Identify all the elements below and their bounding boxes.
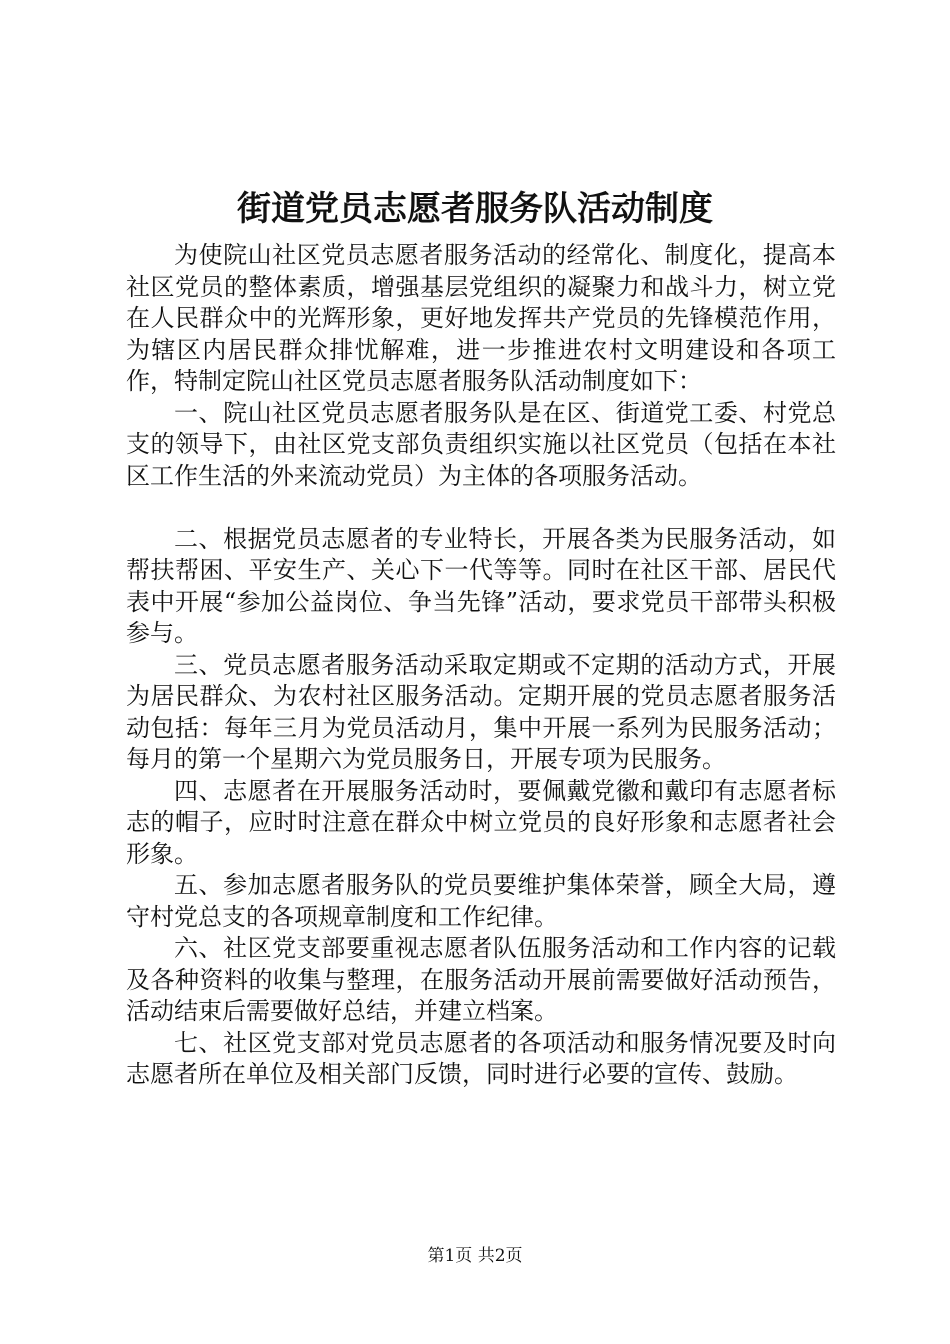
paragraph-item-4: 四、志愿者在开展服务活动时，要佩戴党徽和戴印有志愿者标志的帽子，应时时注意在群众中树立党员的良好形象和志愿者社会形象。 — [126, 776, 836, 868]
paragraph-item-3: 三、党员志愿者服务活动采取定期或不定期的活动方式，开展为居民群众、为农村社区服务活动。定期开展的党员志愿者服务活动包括：每年三月为党员活动月，集中开展一系列为民服务活动；每月的第一个星期六为党员服务日，开展专项为民服务。 — [126, 650, 836, 773]
paragraph-item-7: 七、社区党支部对党员志愿者的各项活动和服务情况要及时向志愿者所在单位及相关部门反馈，同时进行必要的宣传、鼓励。 — [126, 1028, 836, 1088]
paragraph-intro: 为使院山社区党员志愿者服务活动的经常化、制度化，提高本社区党员的整体素质，增强基层党组织的凝聚力和战斗力，树立党在人民群众中的光辉形象，更好地发挥共产党员的先锋模范作用，为辖区内居民群众排忧解难，进一步推进农村文明建设和各项工作，特制定院山社区党员志愿者服务队活动制度如下： — [126, 241, 836, 395]
paragraph-item-6: 六、社区党支部要重视志愿者队伍服务活动和工作内容的记载及各种资料的收集与整理，在服务活动开展前需要做好活动预告，活动结束后需要做好总结，并建立档案。 — [126, 934, 836, 1025]
document-body — [126, 240, 836, 1091]
paragraph-spacer — [126, 492, 836, 524]
paragraph-item-1: 一、院山社区党员志愿者服务队是在区、街道党工委、村党总支的领导下，由社区党支部负责组织实施以社区党员（包括在本社区工作生活的外来流动党员）为主体的各项服务活动。 — [126, 398, 836, 490]
document-title: 街道党员志愿者服务队活动制度 — [237, 189, 713, 229]
paragraph-item-5: 五、参加志愿者服务队的党员要维护集体荣誉，顾全大局，遵守村党总支的各项规章制度和工作纪律。 — [126, 871, 836, 931]
page-number-footer: 第1页 共2页 — [427, 1246, 523, 1266]
paragraph-item-2: 二、根据党员志愿者的专业特长，开展各类为民服务活动，如帮扶帮困、平安生产、关心下一代等等。同时在社区干部、居民代表中开展“参加公益岗位、争当先锋”活动，要求党员干部带头积极参与。 — [126, 524, 836, 647]
